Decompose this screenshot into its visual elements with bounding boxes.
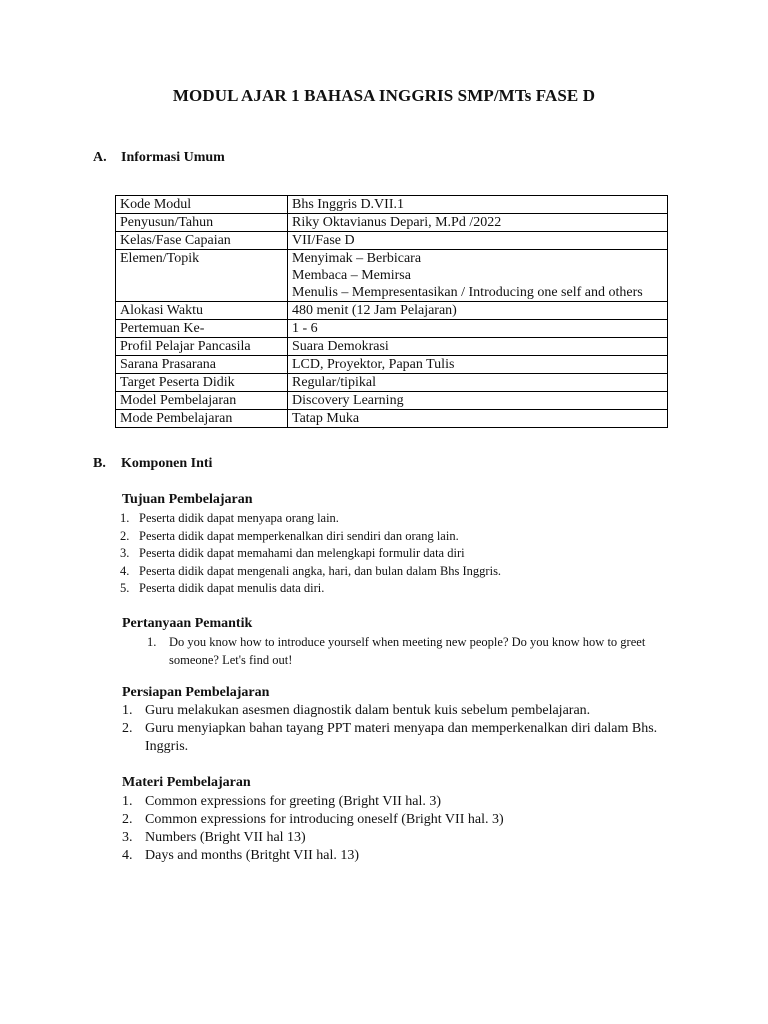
- list-item-text: Common expressions for greeting (Bright VII hal. 3): [145, 794, 442, 809]
- list-item: 4. Peserta didik dapat mengenali angka, hari, dan bulan dalam Bhs Inggris.: [120, 563, 502, 578]
- table-key: Kode Modul: [116, 196, 288, 214]
- table-key: Model Pembelajaran: [116, 392, 288, 410]
- table-value-line: Membaca – Memirsa: [292, 268, 411, 283]
- pertanyaan-heading: Pertanyaan Pemantik: [122, 616, 253, 631]
- table-row: [116, 392, 668, 410]
- list-item-text: Numbers (Bright VII hal 13): [145, 830, 306, 845]
- list-item-text: Do you know how to introduce yourself when meeting new people? Do you know how to greet someone? Let's find out!: [169, 635, 646, 667]
- table-value: Discovery Learning: [288, 392, 668, 410]
- list-item-text: Peserta didik dapat menyapa orang lain.: [139, 511, 339, 525]
- table-row: [116, 214, 668, 232]
- list-item-text: Peserta didik dapat memahami dan melengkapi formulir data diri: [139, 546, 465, 560]
- table-row: [116, 356, 668, 374]
- materi-list: [122, 793, 667, 865]
- table-value: 480 menit (12 Jam Pelajaran): [288, 302, 668, 320]
- list-item: 4. Days and months (Britght VII hal. 13): [122, 848, 359, 863]
- table-value-line: Menulis – Mempresentasikan / Introducing one self and others: [292, 285, 643, 300]
- table-value: Bhs Inggris D.VII.1: [288, 196, 668, 214]
- section-b-heading: [93, 456, 212, 472]
- table-row: [116, 374, 668, 392]
- table-key: Profil Pelajar Pancasila: [116, 338, 288, 356]
- list-item: 3. Numbers (Bright VII hal 13): [122, 830, 306, 845]
- list-item: 1. Peserta didik dapat menyapa orang lain.: [120, 511, 339, 525]
- list-item-text: Days and months (Britght VII hal. 13): [145, 848, 359, 863]
- table-value: [288, 250, 668, 302]
- table-value-line: Menyimak – Berbicara: [292, 251, 422, 266]
- list-item: 3. Peserta didik dapat memahami dan melengkapi formulir data diri: [120, 546, 465, 560]
- list-item: 1. Do you know how to introduce yourself when meeting new people? Do you know how to greet someone? Let's find out!: [147, 635, 646, 667]
- section-b-label: Komponen Inti: [121, 456, 213, 471]
- table-key: Kelas/Fase Capaian: [116, 232, 288, 250]
- table-key: Mode Pembelajaran: [116, 410, 288, 428]
- list-item: 2. Peserta didik dapat memperkenalkan diri sendiri dan orang lain.: [120, 528, 459, 543]
- table-row: [116, 232, 668, 250]
- list-item-text: Guru melakukan asesmen diagnostik dalam bentuk kuis sebelum pembelajaran.: [145, 703, 591, 718]
- persiapan-list: [122, 702, 667, 756]
- table-row: [116, 250, 668, 302]
- table-value: Regular/tipikal: [288, 374, 668, 392]
- list-item-text: Peserta didik dapat mengenali angka, hari, dan bulan dalam Bhs Inggris.: [139, 563, 502, 578]
- info-table: [115, 195, 668, 428]
- section-a-label: Informasi Umum: [121, 150, 225, 165]
- table-value: Tatap Muka: [288, 410, 668, 428]
- table-value: Suara Demokrasi: [288, 338, 668, 356]
- list-item: 1. Common expressions for greeting (Bright VII hal. 3): [122, 794, 442, 809]
- list-item-text: Guru menyiapkan bahan tayang PPT materi menyapa dan memperkenalkan diri dalam Bhs. Inggris.: [145, 721, 658, 754]
- table-key: Sarana Prasarana: [116, 356, 288, 374]
- materi-heading: Materi Pembelajaran: [122, 775, 251, 790]
- list-item-text: Peserta didik dapat menulis data diri.: [139, 581, 325, 595]
- table-row: [116, 410, 668, 428]
- list-item-text: Common expressions for introducing oneself (Bright VII hal. 3): [145, 812, 504, 827]
- table-row: [116, 196, 668, 214]
- section-a-number: A.: [93, 150, 107, 165]
- table-value: VII/Fase D: [288, 232, 668, 250]
- table-key: Target Peserta Didik: [116, 374, 288, 392]
- tujuan-list: [120, 510, 680, 598]
- table-value: LCD, Proyektor, Papan Tulis: [288, 356, 668, 374]
- table-row: [116, 320, 668, 338]
- list-item: 1. Guru melakukan asesmen diagnostik dalam bentuk kuis sebelum pembelajaran.: [122, 703, 591, 718]
- list-item: 5. Peserta didik dapat menulis data diri.: [120, 581, 325, 595]
- table-row: [116, 338, 668, 356]
- tujuan-heading: Tujuan Pembelajaran: [122, 492, 253, 507]
- table-key: Pertemuan Ke-: [116, 320, 288, 338]
- table-key: Alokasi Waktu: [116, 302, 288, 320]
- section-b-number: B.: [93, 456, 106, 471]
- list-item-text: Peserta didik dapat memperkenalkan diri sendiri dan orang lain.: [139, 528, 459, 543]
- pertanyaan-list: [147, 633, 667, 669]
- table-value: Riky Oktavianus Depari, M.Pd /2022: [288, 214, 668, 232]
- table-row: [116, 302, 668, 320]
- section-a-heading: [93, 150, 225, 166]
- persiapan-heading: Persiapan Pembelajaran: [122, 685, 270, 700]
- table-key: Elemen/Topik: [116, 250, 288, 302]
- document-title: MODUL AJAR 1 BAHASA INGGRIS SMP/MTs FASE D: [172, 86, 596, 105]
- table-value: 1 - 6: [288, 320, 668, 338]
- list-item: 2. Common expressions for introducing oneself (Bright VII hal. 3): [122, 812, 504, 827]
- list-item: 2. Guru menyiapkan bahan tayang PPT materi menyapa dan memperkenalkan diri dalam Bhs. Inggris.: [122, 721, 658, 754]
- table-key: Penyusun/Tahun: [116, 214, 288, 232]
